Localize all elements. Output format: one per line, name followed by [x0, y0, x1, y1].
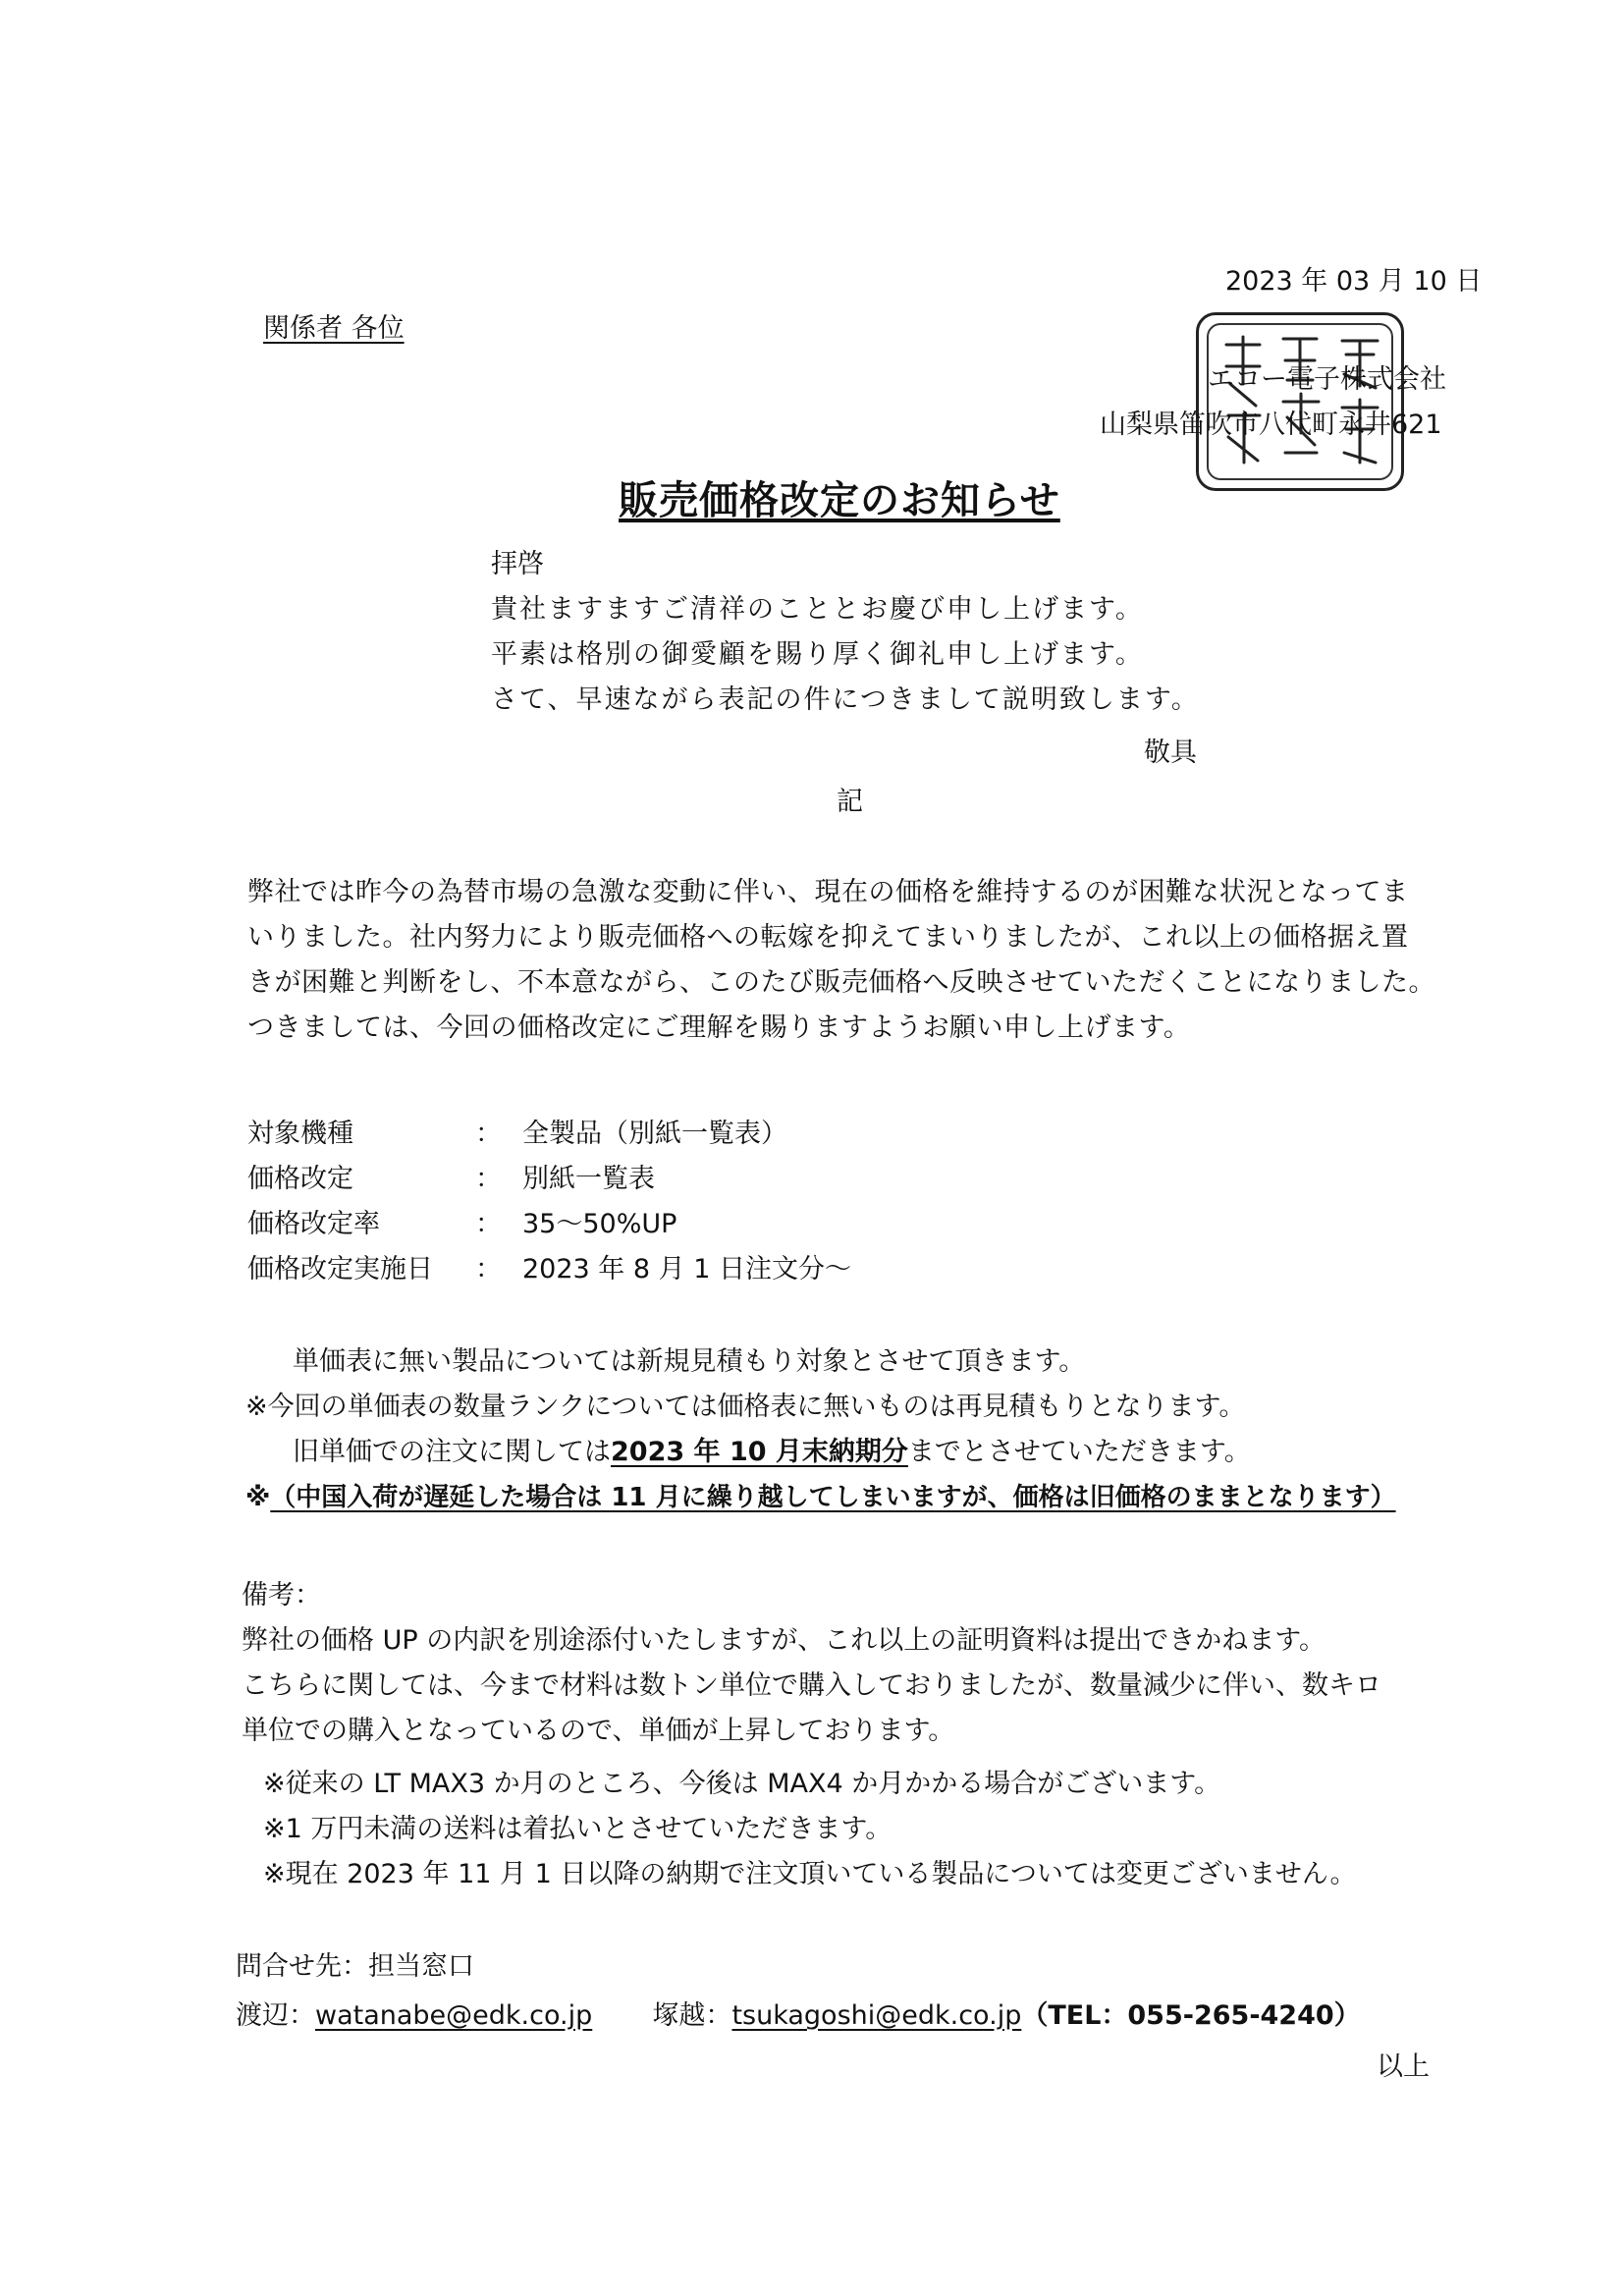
spec-value: 全製品（別紙一覧表） — [522, 1119, 787, 1149]
contact-name-tsukagoshi: 塚越： — [652, 2000, 732, 2031]
contact-name-watanabe: 渡辺： — [236, 2000, 315, 2031]
page-title: 販売価格改定のお知らせ — [619, 478, 1060, 523]
body-line: きが困難と判断をし、不本意ながら、このたび販売価格へ反映させていただくことになりました。 — [247, 967, 1435, 998]
contact-phone: （TEL：055-265-4240） — [1021, 2000, 1361, 2031]
body-line: いりました。社内努力により販売価格への転嫁を抑えてまいりましたが、これ以上の価格据え置 — [247, 922, 1409, 953]
note-line — [245, 1481, 1396, 1514]
seal-glyphs-icon — [1199, 315, 1407, 494]
greeting-line: さて、早速ながら表記の件につきまして説明致します。 — [491, 684, 1200, 715]
remarks-line: 弊社の価格 UP の内訳を別途添付いたしますが、これ以上の証明資料は提出できかねます。 — [242, 1625, 1326, 1656]
greeting-line: 平素は格別の御愛顧を賜り厚く御礼申し上げます。 — [491, 639, 1144, 670]
greeting-open: 拝啓 — [491, 549, 544, 579]
contact-line — [236, 1999, 1361, 2033]
note-line: 単価表に無い製品については新規見積もり対象とさせて頂きます。 — [293, 1346, 1086, 1377]
remarks-sub: ※従来の LT MAX3 か月のところ、今後は MAX4 か月かかる場合がございます。 — [263, 1769, 1221, 1799]
closing-mark: 以上 — [1377, 2051, 1430, 2082]
remarks-sub: ※1 万円未満の送料は着払いとさせていただきます。 — [263, 1814, 893, 1844]
note-text: 旧単価での注文に関しては — [293, 1437, 611, 1467]
spec-row-price — [247, 1157, 1131, 1192]
note-text: までとさせていただきます。 — [907, 1437, 1251, 1467]
contact-heading: 問合せ先：担当窓口 — [236, 1951, 474, 1982]
contact-email-tsukagoshi[interactable]: tsukagoshi@edk.co.jp — [731, 2000, 1022, 2031]
company-name: エコー電子株式会社 — [1208, 364, 1446, 395]
spec-label: 価格改定 — [247, 1164, 353, 1194]
spec-row-rate — [247, 1202, 1131, 1237]
spec-colon: ： — [475, 1119, 502, 1149]
remarks-line: 単位での購入となっているので、単価が上昇しております。 — [242, 1716, 955, 1746]
note-deadline: 2023 年 10 月末納期分 — [611, 1437, 908, 1467]
spec-value: 2023 年 8 月 1 日注文分～ — [522, 1254, 851, 1285]
remarks-heading: 備考： — [242, 1580, 321, 1611]
greeting-line: 貴社ますますご清祥のこととお慶び申し上げます。 — [491, 594, 1144, 625]
remarks-line: こちらに関しては、今まで材料は数トン単位で購入しておりましたが、数量減少に伴い、数キロ — [242, 1670, 1381, 1701]
spec-value: 別紙一覧表 — [522, 1164, 655, 1194]
company-seal — [1196, 312, 1404, 491]
company-address: 山梨県笛吹市八代町永井621 — [1100, 410, 1442, 440]
body-line: 弊社では昨今の為替市場の急激な変動に伴い、現在の価格を維持するのが困難な状況となってま — [247, 877, 1409, 907]
spec-colon: ： — [475, 1254, 502, 1285]
addressee: 関係者 各位 — [263, 313, 405, 344]
spec-value: 35～50%UP — [522, 1209, 677, 1239]
spec-row-date — [247, 1247, 1131, 1283]
note-line: ※今回の単価表の数量ランクについては価格表に無いものは再見積もりとなります。 — [245, 1392, 1246, 1422]
spec-label: 価格改定実施日 — [247, 1254, 433, 1285]
spec-label: 価格改定率 — [247, 1209, 380, 1239]
letter-date: 2023 年 03 月 10 日 — [1225, 266, 1483, 297]
spec-row-target — [247, 1112, 1131, 1147]
greeting-close: 敬具 — [1144, 738, 1197, 768]
spec-label: 対象機種 — [247, 1119, 353, 1149]
spec-colon: ： — [475, 1209, 502, 1239]
note-mark: ※ — [245, 1483, 271, 1512]
note-delay-text: （中国入荷が遅延した場合は 11 月に繰り越してしまいますが、価格は旧価格のままとなります） — [270, 1483, 1396, 1512]
ki-mark: 記 — [837, 787, 863, 817]
contact-email-watanabe[interactable]: watanabe@edk.co.jp — [315, 2000, 593, 2031]
remarks-sub: ※現在 2023 年 11 月 1 日以降の納期で注文頂いている製品については変更ございません。 — [263, 1859, 1357, 1889]
note-line — [293, 1436, 1251, 1469]
spec-colon: ： — [475, 1164, 502, 1194]
body-line: つきましては、今回の価格改定にご理解を賜りますようお願い申し上げます。 — [247, 1012, 1191, 1043]
